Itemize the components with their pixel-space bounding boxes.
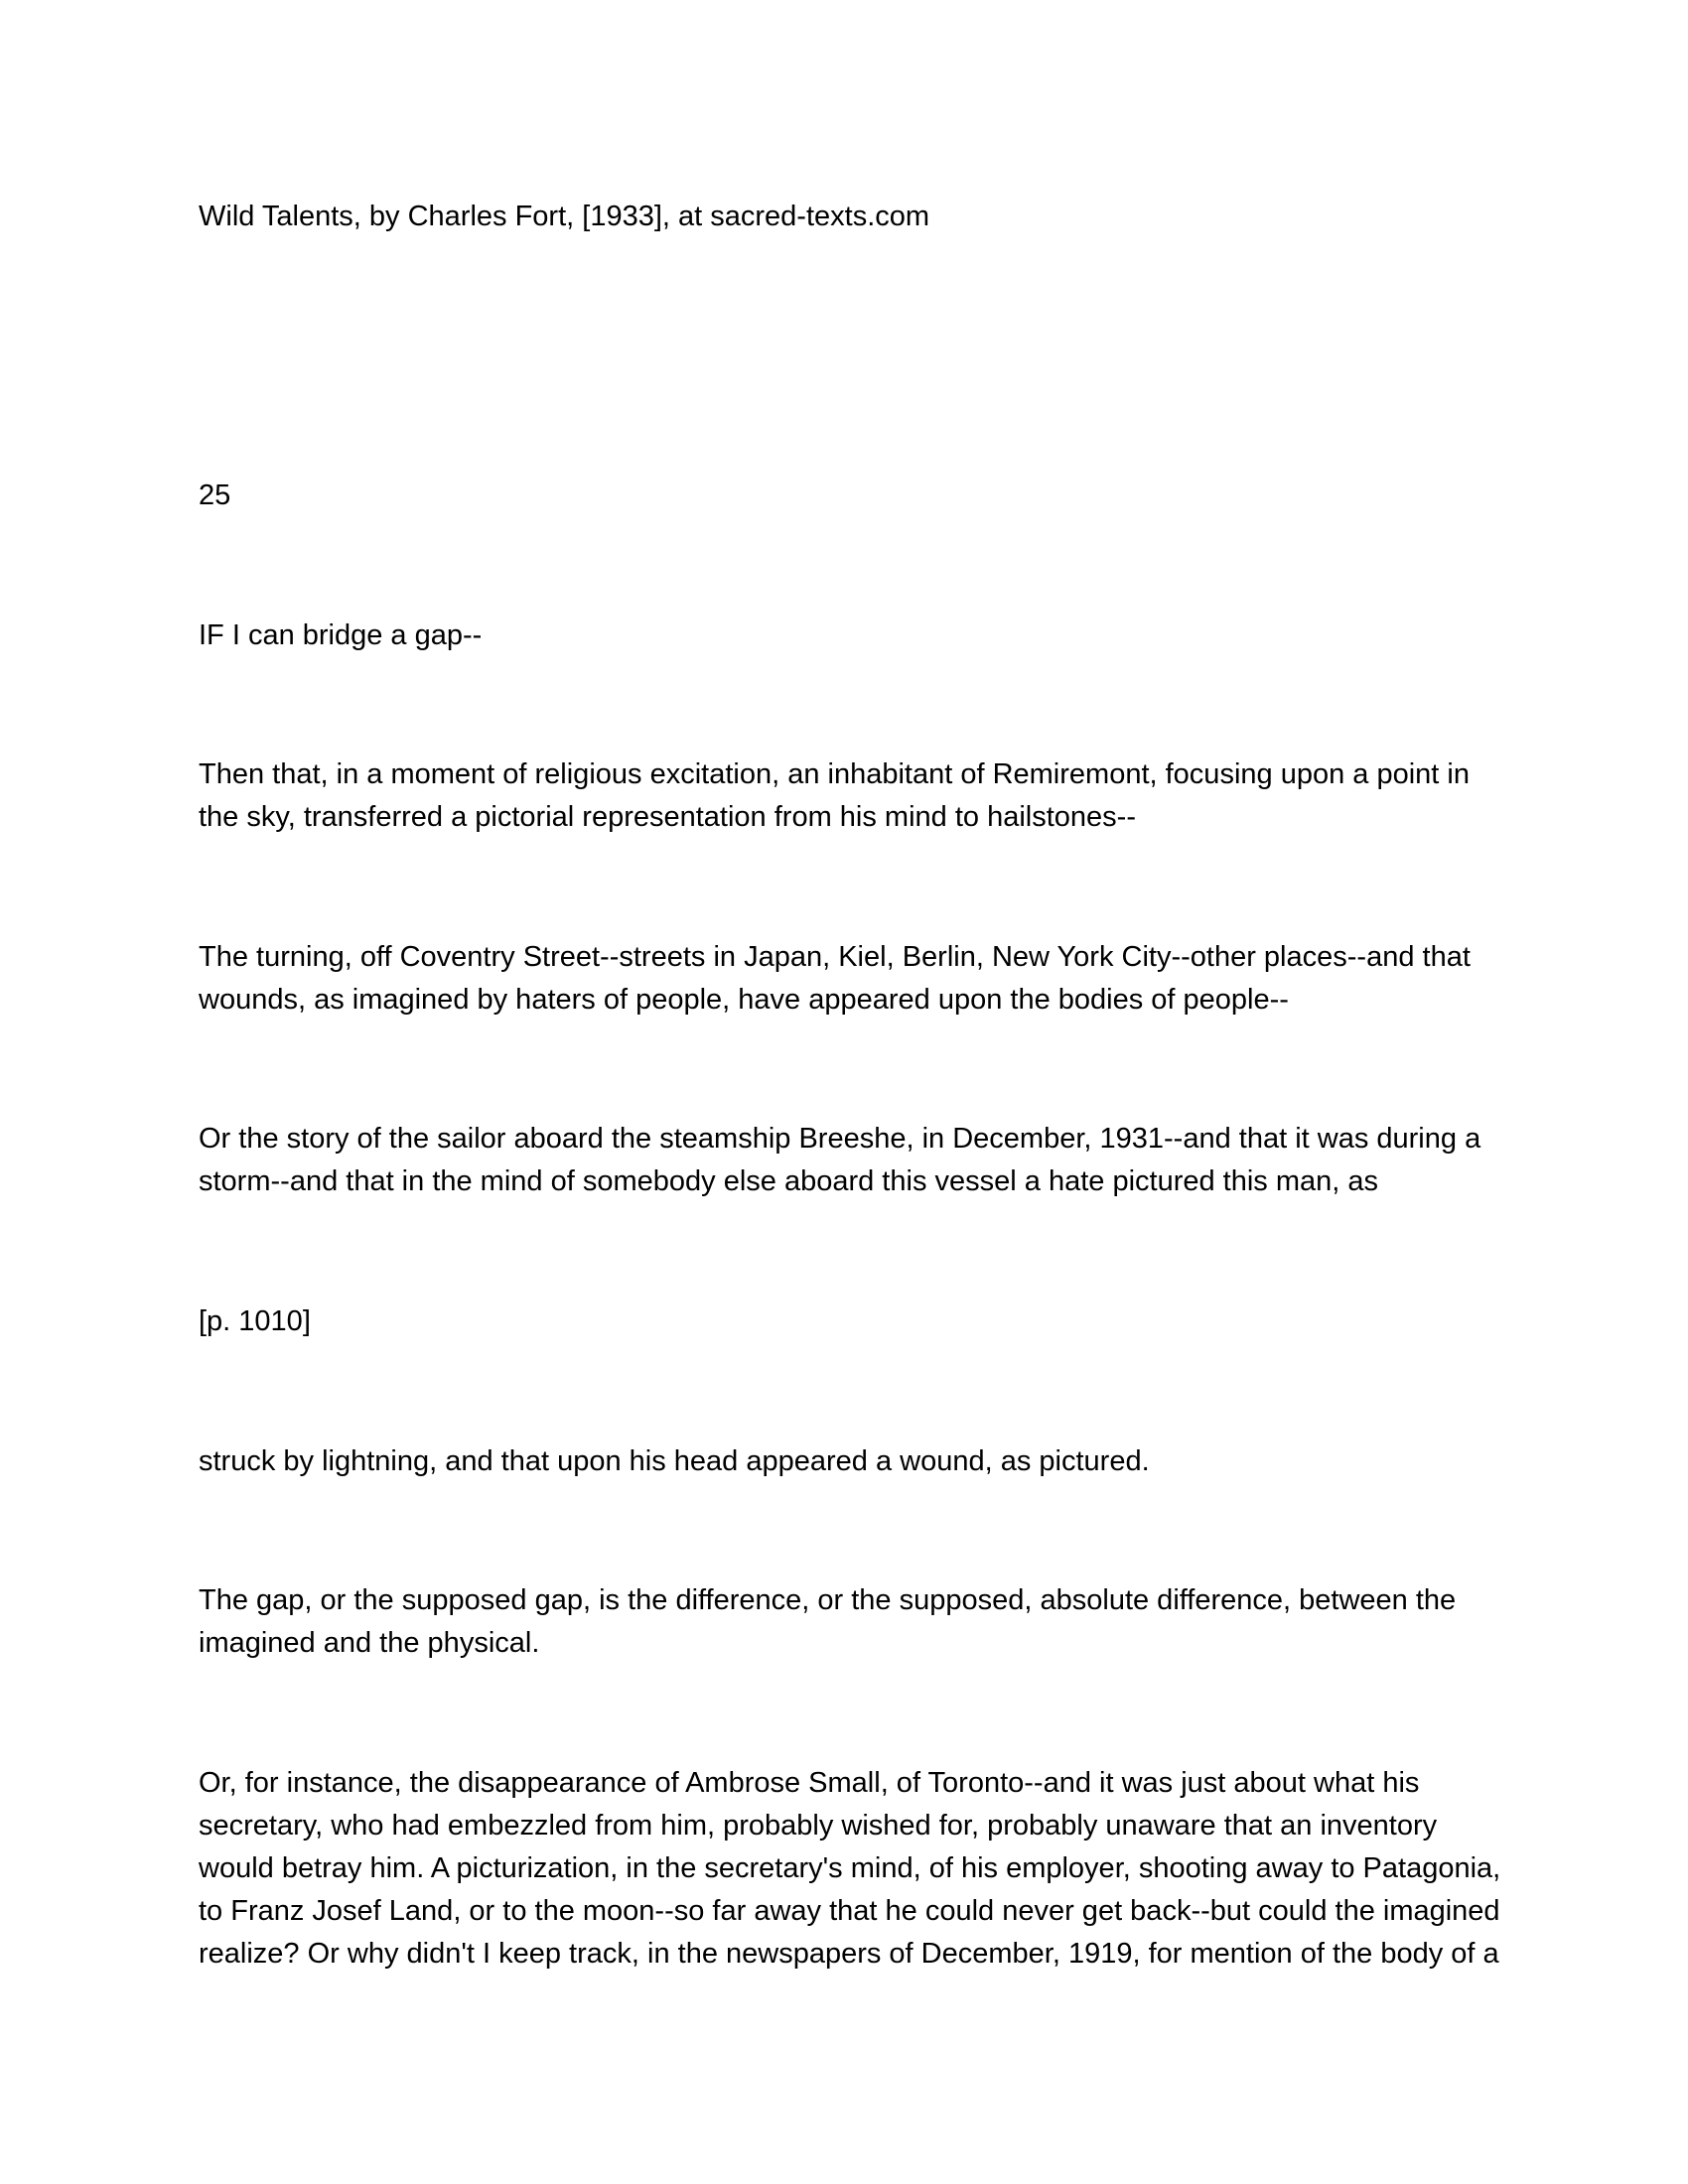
paragraph-4	[199, 1118, 1489, 1203]
paragraph-7	[199, 1762, 1501, 1976]
paragraph-line: Or, for instance, the disappearance of Ambrose Small, of Toronto--and it was just about what his	[199, 1767, 1420, 1799]
paragraph-3	[199, 936, 1489, 1022]
paragraph-6	[199, 1579, 1489, 1665]
paragraph-1	[199, 614, 1489, 657]
paragraph-5	[199, 1440, 1489, 1483]
source-header: Wild Talents, by Charles Fort, [1933], at sacred-texts.com	[199, 201, 930, 232]
paragraph-line: realize? Or why didn't I keep track, in the newspapers of December, 1919, for mention of the body of a	[199, 1938, 1499, 1970]
paragraph-line: to Franz Josef Land, or to the moon--so far away that he could never get back--but could the imagined	[199, 1895, 1500, 1927]
paragraph-line: would betray him. A picturization, in the secretary's mind, of his employer, shooting away to Patagonia,	[199, 1852, 1501, 1884]
chapter-number: 25	[199, 479, 231, 511]
paragraph-line: struck by lightning, and that upon his head appeared a wound, as pictured.	[199, 1445, 1150, 1477]
paragraph-line: Or the story of the sailor aboard the steamship Breeshe, in December, 1931--and that it was during a	[199, 1123, 1481, 1155]
paragraph-line: The gap, or the supposed gap, is the difference, or the supposed, absolute difference, between the	[199, 1584, 1457, 1616]
paragraph-line: secretary, who had embezzled from him, probably wished for, probably unaware that an inventory	[199, 1810, 1438, 1842]
paragraph-line: Then that, in a moment of religious excitation, an inhabitant of Remiremont, focusing upon a point in	[199, 758, 1470, 790]
paragraph-line: wounds, as imagined by haters of people, have appeared upon the bodies of people--	[199, 984, 1289, 1016]
paragraph-line: the sky, transferred a pictorial representation from his mind to hailstones--	[199, 801, 1136, 833]
paragraph-line: imagined and the physical.	[199, 1627, 540, 1659]
paragraph-line: The turning, off Coventry Street--streets in Japan, Kiel, Berlin, New York City--other places--and that	[199, 941, 1471, 973]
paragraph-2	[199, 753, 1489, 839]
page-marker: [p. 1010]	[199, 1305, 311, 1337]
paragraph-line: IF I can bridge a gap--	[199, 619, 483, 651]
paragraph-line: storm--and that in the mind of somebody else aboard this vessel a hate pictured this man, as	[199, 1165, 1379, 1197]
